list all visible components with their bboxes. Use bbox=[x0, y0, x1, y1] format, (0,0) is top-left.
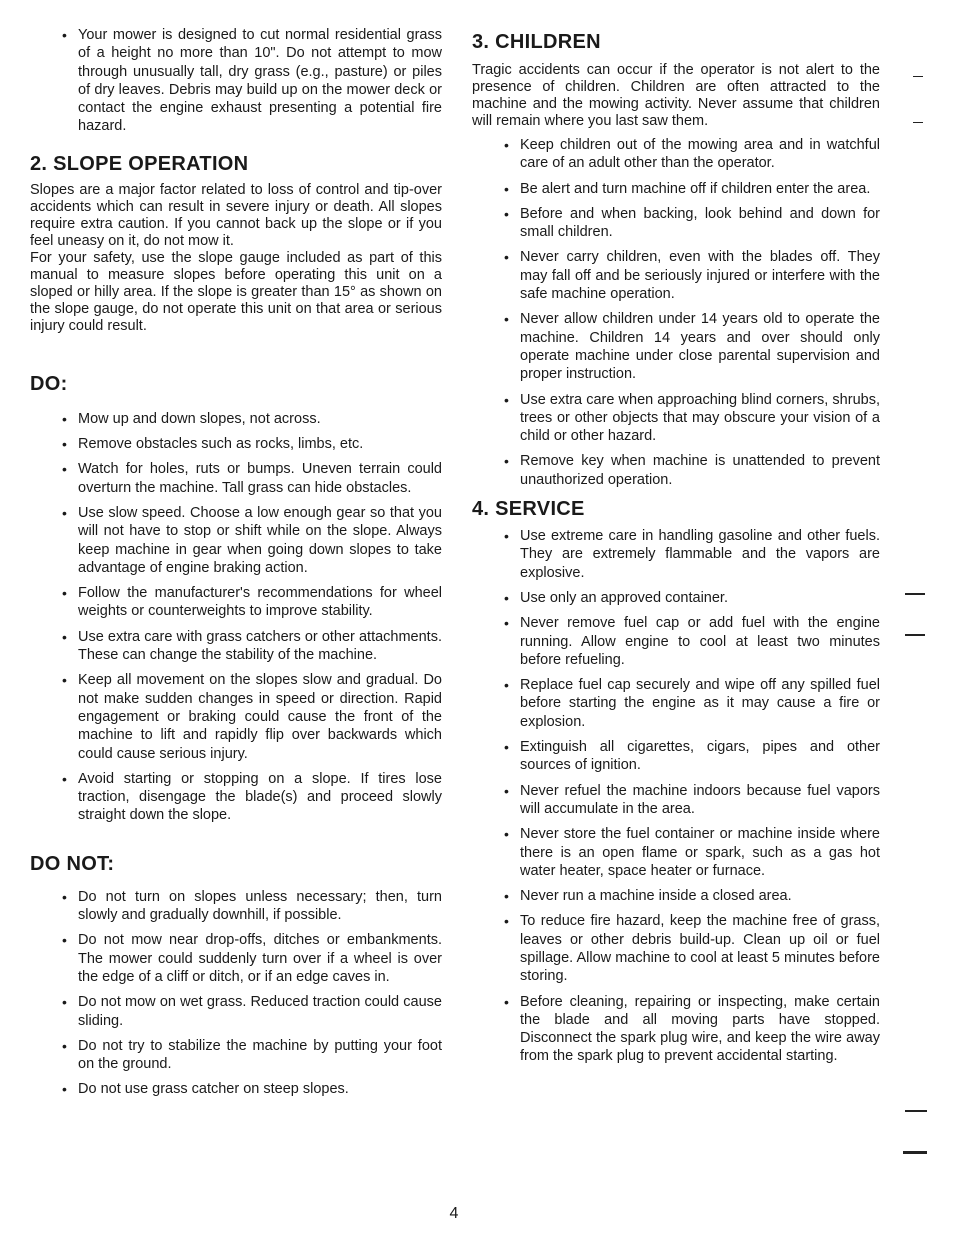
children-intro-paragraph: Tragic accidents can occur if the operator is not alert to the presence of children. Children are often attracted to the machine and the mowing activity. Never assume that children will remain where you last saw them. bbox=[472, 62, 880, 129]
list-item: • Use extra care when approaching blind corners, shrubs, trees or other objects that may obscure your vision of a child or other hazard. bbox=[502, 391, 880, 446]
list-item: • Never carry children, even with the blades off. They may fall off and be seriously injured or interfere with the safe machine operation. bbox=[502, 248, 880, 303]
list-item: • Never remove fuel cap or add fuel with the engine running. Allow engine to cool at least two minutes before refueling. bbox=[502, 614, 880, 669]
list-item: • Do not use grass catcher on steep slopes. bbox=[60, 1080, 442, 1098]
list-item: • Keep children out of the mowing area and in watchful care of an adult other than the operator. bbox=[502, 136, 880, 173]
margin-mark bbox=[905, 634, 925, 636]
list-item: • Do not mow on wet grass. Reduced traction could cause sliding. bbox=[60, 993, 442, 1030]
list-item: • Extinguish all cigarettes, cigars, pipes and other sources of ignition. bbox=[502, 738, 880, 775]
list-item: • Use extreme care in handling gasoline and other fuels. They are extremely flammable and the vapors are explosive. bbox=[502, 527, 880, 582]
right-column bbox=[472, 0, 880, 1073]
list-item: • Remove key when machine is unattended to prevent unauthorized operation. bbox=[502, 452, 880, 489]
list-item: • Use only an approved container. bbox=[502, 589, 880, 607]
list-item: • Keep all movement on the slopes slow and gradual. Do not make sudden changes in speed or direction. Rapid engagement or braking could cause the front of the machine to lift and rapidly flip over backwards which could cause serious injury. bbox=[60, 671, 442, 762]
section-heading-service: 4. SERVICE bbox=[472, 498, 585, 521]
list-item: • Do not mow near drop-offs, ditches or embankments. The mower could suddenly turn over if a wheel is over the edge of a cliff or ditch, or if an edge caves in. bbox=[60, 931, 442, 986]
margin-mark bbox=[913, 122, 923, 123]
list-item: • Never refuel the machine indoors because fuel vapors will accumulate in the area. bbox=[502, 782, 880, 819]
slope-paragraph-1: Slopes are a major factor related to loss of control and tip-over accidents which can result in severe injury or death. All slopes require extra caution. If you cannot back up the slope or if you feel uneasy on it, do not mow it. bbox=[30, 181, 442, 249]
margin-mark bbox=[913, 76, 923, 77]
intro-bullet-list bbox=[60, 26, 442, 136]
section-heading-slope-operation: 2. SLOPE OPERATION bbox=[30, 152, 249, 175]
list-item: • Use slow speed. Choose a low enough gear so that you will not have to stop or shift while on the slope. Always keep machine in gear when going down slopes to take advantage of engine braking action. bbox=[60, 504, 442, 577]
list-item: • Do not turn on slopes unless necessary; then, turn slowly and gradually downhill, if possible. bbox=[60, 888, 442, 925]
section-heading-children: 3. CHILDREN bbox=[472, 31, 601, 53]
list-item: • Before and when backing, look behind and down for small children. bbox=[502, 205, 880, 242]
list-item: • Never allow children under 14 years old to operate the machine. Children 14 years and over should only operate machine under close parental supervision and proper instruction. bbox=[502, 310, 880, 383]
list-item: • Replace fuel cap securely and wipe off any spilled fuel before starting the engine as it may cause a fire or explosion. bbox=[502, 676, 880, 731]
list-item: • Use extra care with grass catchers or other attachments. These can change the stability of the machine. bbox=[60, 628, 442, 665]
margin-mark bbox=[903, 1151, 927, 1154]
page-number: 4 bbox=[449, 1205, 459, 1222]
children-list bbox=[502, 136, 880, 489]
list-item: • Never store the fuel container or machine inside where there is an open flame or spark, such as a gas hot water heater, space heater or furnace. bbox=[502, 825, 880, 880]
margin-mark bbox=[905, 1110, 927, 1112]
left-column bbox=[30, 0, 442, 1106]
list-item: • Your mower is designed to cut normal residential grass of a height no more than 10". Do not attempt to mow through unusually tall, dry grass (e.g., pasture) or piles of dry leaves. Debris may build up on the mower deck or contact the engine exhaust presenting a potential fire hazard. bbox=[60, 26, 442, 136]
list-item: • Never run a machine inside a closed area. bbox=[502, 887, 880, 905]
list-item: • Be alert and turn machine off if children enter the area. bbox=[502, 180, 880, 198]
do-list bbox=[60, 410, 442, 825]
slope-paragraph-2: For your safety, use the slope gauge included as part of this manual to measure slopes before operating this unit on a sloped or hilly area. If the slope is greater than 15° as shown on the slope gauge, do not operate this unit on that area or serious injury could result. bbox=[30, 249, 442, 334]
service-list bbox=[502, 527, 880, 1066]
list-item: • Before cleaning, repairing or inspecting, make certain the blade and all moving parts have stopped. Disconnect the spark plug wire, and keep the wire away from the spark plug to prevent accidental starting. bbox=[502, 993, 880, 1066]
section-heading-do: DO: bbox=[30, 372, 68, 395]
list-item: • Follow the manufacturer's recommendations for wheel weights or counterweights to improve stability. bbox=[60, 584, 442, 621]
list-item: • Do not try to stabilize the machine by putting your foot on the ground. bbox=[60, 1037, 442, 1074]
section-heading-do-not: DO NOT: bbox=[30, 852, 115, 875]
do-not-list bbox=[60, 888, 442, 1099]
list-item: • Watch for holes, ruts or bumps. Uneven terrain could overturn the machine. Tall grass can hide obstacles. bbox=[60, 460, 442, 497]
margin-mark bbox=[905, 593, 925, 595]
list-item: • To reduce fire hazard, keep the machine free of grass, leaves or other debris build-up. Clean up oil or fuel spillage. Allow machine to cool at least 5 minutes before storing. bbox=[502, 912, 880, 985]
list-item: • Mow up and down slopes, not across. bbox=[60, 410, 442, 428]
list-item: • Avoid starting or stopping on a slope. If tires lose traction, disengage the blade(s) and proceed slowly straight down the slope. bbox=[60, 770, 442, 825]
list-item: • Remove obstacles such as rocks, limbs, etc. bbox=[60, 435, 442, 453]
